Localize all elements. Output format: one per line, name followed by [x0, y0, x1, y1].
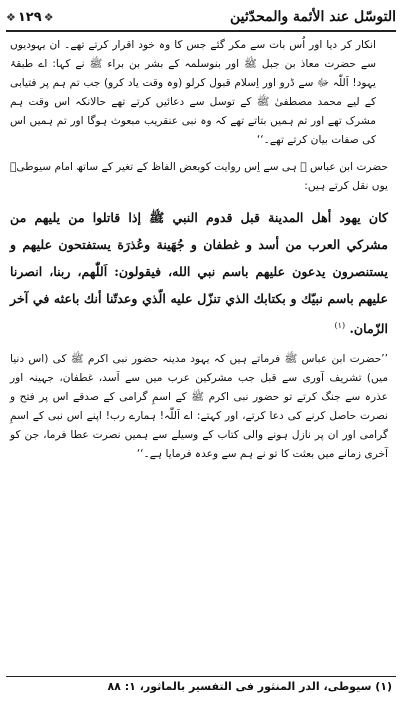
footnote-rule — [6, 676, 396, 677]
intro-paragraph: حضرت ابن عباس ﷺ ہی سے اِس روایت کوبعض الفاظ کے تغیر کے ساتھ امام سیوطیؒ یوں نقل کرتے ہیں: — [10, 161, 388, 192]
arabic-hadith-paragraph — [10, 204, 392, 342]
footnote: (١) سیوطی، الدر المنثور فی التفسیر بالماثور، ١: ٨٨ — [107, 680, 392, 693]
page-body — [10, 36, 392, 464]
arabic-hadith-text: كان يهود أهل المدينة قبل قدوم النبي ﷺ إذا قاتلوا من يليهم من مشركي العرب من أسد و غطفان و جُهَينة وعُذرَة يستفتحون عليهم و يستنصرون يدعون عليهم باسم نبي الله، فيقولون: اَللّٰهم، ربنا، انصرنا عليهم باسم نبيّك و بكتابك الذي تنزّل عليه الّذي وعدتّنا أنك باعثه في آخر الزّمان. — [10, 210, 388, 337]
footnote-reference: (١) — [334, 321, 346, 330]
page-number-value: ١٢٩ — [17, 9, 42, 25]
ornament-icon: ❖ — [43, 10, 54, 24]
ornament-icon: ❖ — [6, 10, 16, 24]
header-rule — [6, 30, 396, 32]
quoted-urdu-paragraph: انکار کر دیا اور اُس بات سے مکر گئے جس کا وہ خود اقرار کرتے تھے۔ ان یہودیوں سے حضرت معاذ بن جبل ﷺ اور بنوسلمہ کے بشر بن براء ﷺ نے کہا: اے طبقۂ یہود! اَللّٰہ ﷻ سے ڈرو اور اِسلام قبول کرلو (وہ وقت یاد کرو) جب تم ہم پر فتیابی کے لیے محمد مصطفیٰ ﷺ کے توسل سے دعائیں کرتے تھے حالانکہ اس وقت ہم مشرک تھے اور تم ہمیں بتاتے تھے کہ وہ نبی عنقریب مبعوث ہوگا اور تم ہمیں اس کی صفات بیان کرتے تھے۔‘‘ — [10, 39, 376, 146]
running-header — [6, 4, 396, 30]
translation-paragraph: ’’حضرت ابن عباس ﷺ فرماتے ہیں کہ یہود مدینہ حضور نبی اکرم ﷺ کی (اس دنیا میں) تشریف آوری سے قبل جب مشرکین عرب میں سے اَسد، غطفان، جہینہ اور عذرہ سے جنگ کرتے تو حضور نبی اکرم ﷺ کے اسمِ گرامی کے صدقے اس پر فتح و نصرت حاصل کرنے کی دعا کرتے، اور کہتے: اے اَللّٰہ! ہمارے رب! اپنے اس نبی کے اسمِ گرامی اور ان پر نازل ہونے والی کتاب کے وسیلے سے ہمیں نصرت عطا فرما، جن کو آخری زمانے میں بعثت کا تو نے ہم سے وعدہ فرمایا ہے۔‘‘ — [10, 353, 388, 461]
running-title: التوسّل عند الأئمة والمحدّثين — [229, 9, 396, 25]
page-number — [6, 10, 54, 25]
